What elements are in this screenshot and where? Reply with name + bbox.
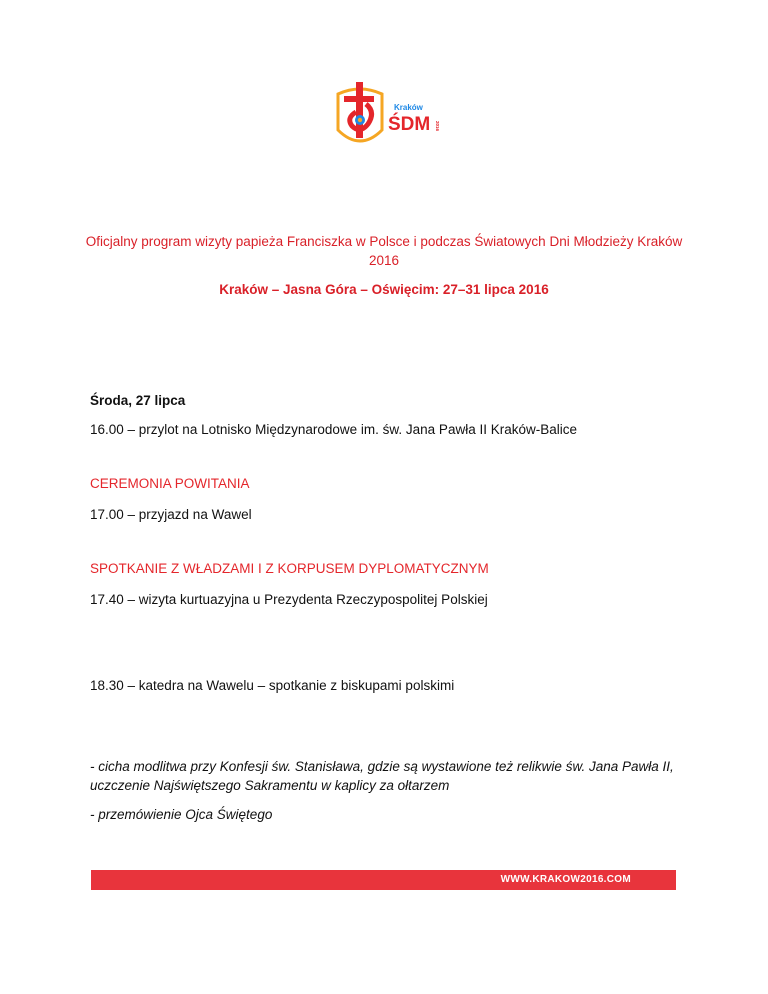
section-heading-welcome: CEREMONIA POWITANIA xyxy=(90,476,250,491)
sdm-cross-emblem-icon xyxy=(330,80,445,155)
logo-year-text: 2016 xyxy=(435,120,440,132)
program-note-speech: - przemówienie Ojca Świętego xyxy=(90,807,273,822)
program-item-wawel: 17.00 – przyjazd na Wawel xyxy=(90,507,252,522)
sdm-logo xyxy=(330,80,445,155)
footer-url: WWW.KRAKOW2016.COM xyxy=(500,874,631,885)
footer-banner xyxy=(91,870,676,890)
day-heading: Środa, 27 lipca xyxy=(90,393,186,408)
program-item-cathedral: 18.30 – katedra na Wawelu – spotkanie z biskupami polskimi xyxy=(90,678,455,693)
program-item-president: 17.40 – wizyta kurtuazyjna u Prezydenta Rzeczypospolitej Polskiej xyxy=(90,592,488,607)
section-heading-authorities: SPOTKANIE Z WŁADZAMI I Z KORPUSEM DYPLOMATYCZNYM xyxy=(90,561,489,576)
document-title: Oficjalny program wizyty papieża Franciszka w Polsce i podczas Światowych Dni Młodzieży Kraków 2016 xyxy=(85,234,683,268)
program-item-arrival: 16.00 – przylot na Lotnisko Międzynarodowe im. św. Jana Pawła II Kraków-Balice xyxy=(90,422,577,437)
document-subtitle: Kraków – Jasna Góra – Oświęcim: 27–31 lipca 2016 xyxy=(219,282,549,297)
program-note-prayer: - cicha modlitwa przy Konfesji św. Stanisława, gdzie są wystawione też relikwie św. Jana Pawła II, uczczenie Najświętszego Sakramentu w kaplicy za ołtarzem xyxy=(90,759,674,793)
logo-event-text: ŚDM xyxy=(388,114,431,135)
logo-city-text: Kraków xyxy=(394,103,423,112)
